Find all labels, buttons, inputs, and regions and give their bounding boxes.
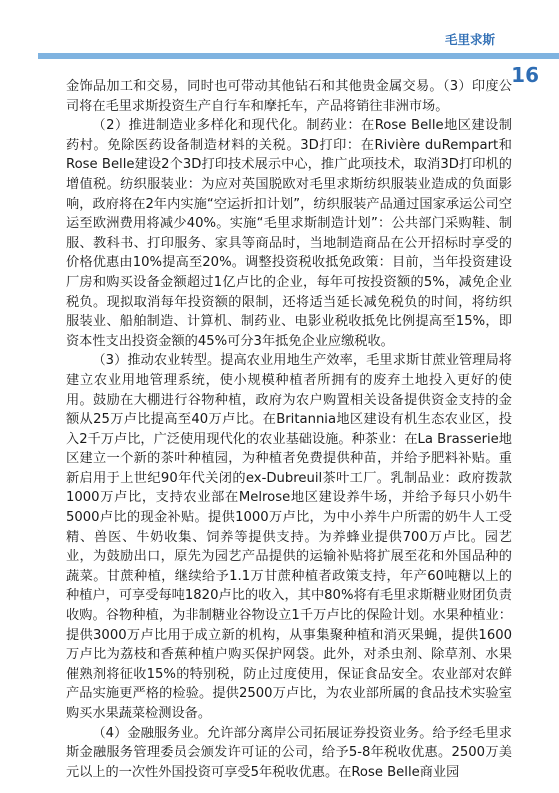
running-header-title: 毛里求斯 xyxy=(444,32,495,47)
paragraph-agriculture: （3）推动农业转型。提高农业用地生产效率，毛里求斯甘蔗业管理局将建立农业用地管理系统，使小规模种植者所拥有的废弃土地投入更好的使用。鼓励在大棚进行谷物种植，政府为农户购置相关设备提供资金支持的金额从25万卢比提高至40万卢比。在Britannia地区建设有机生态农业区，投入2千万卢比，广泛使用现代化的农业基础设施。种茶业：在La Brasserie地区建立一个新的茶叶种植园，为种植者免费提供种苗，并给予肥料补贴。重新启用于上世纪90年代关闭的ex-Dubreuil茶叶工厂。乳制品业：政府拨款1000万卢比，支持农业部在Melrose地区建设养牛场，并给予每只小奶牛5000卢比的现金补贴。提供1000万卢比，为中小养牛户所需的奶牛人工受精、兽医、牛奶收集、饲养等提供支持。为养蜂业提供700万卢比。园艺业，为鼓励出口，原先为园艺产品提供的运输补贴将扩展至花和外国品种的蔬菜。甘蔗种植，继续给予1.1万甘蔗种植者政策支持，年产60吨糖以上的种植户，可享受每吨1820卢比的收入，其中80%将有毛里求斯糖业财团负责收购。谷物种植，为非制糖业谷物设立1千万卢比的保险计划。水果种植业：提供3000万卢比用于成立新的机构，从事集聚种植和消灭果蝇，提供1600万卢比为荔枝和香蕉种植户购买保护网袋。此外，对杀虫剂、除草剂、水果催熟剂将征收15%的特别税，防止过度使用，保证食品安全。农业部对农鲜产品实施更严格的检验。提供2500万卢比，为农业部所属的食品技术实验室购买水果蔬菜检测设备。 xyxy=(66,353,512,721)
header-rule xyxy=(38,53,559,59)
body-text xyxy=(66,77,512,782)
paragraph-continued: 金饰品加工和交易，同时也可带动其他钻石和其他贵金属交易。（3）印度公司将在毛里求斯投资生产自行车和摩托车，产品将销往非洲市场。 xyxy=(66,79,512,114)
paragraph-manufacturing: （2）推进制造业多样化和现代化。制药业：在Rose Belle地区建设制药村。免除医药设备制造材料的关税。3D打印：在Rivière duRempart和Rose Belle建设2个3D打印技术展示中心，推广此项技术，取消3D打印机的增值税。纺织服装业：为应对英国脱欧对毛里求斯纺织服装业造成的负面影响，政府将在2年内实施“空运折扣计划”，纺织服装产品通过国家承运公司空运至欧洲费用将减少40%。实施“毛里求斯制造计划”：公共部门采购鞋、制服、教科书、打印服务、家具等商品时，当地制造商品在公开招标时享受的价格优惠由10%提高至20%。调整投资税收抵免政策：目前，当年投资建设厂房和购买设备金额超过1亿卢比的企业，每年可按投资额的5%，减免企业税负。现拟取消每年投资额的限制，还将适当延长减免税负的时间，将纺织服装业、船舶制造、计算机、制药业、电影业税收抵免比例提高至15%，即资本性支出投资金额的45%可分3年抵免企业应缴税收。 xyxy=(66,118,512,349)
page-number: 16 xyxy=(511,63,539,87)
paragraph-financial-services: （4）金融服务业。允许部分离岸公司拓展证券投资业务。给予经毛里求斯金融服务管理委员会颁发许可证的公司，给予5-8年税收优惠。2500万美元以上的一次性外国投资可享受5年税收优惠。在Rose Belle商业园 xyxy=(66,725,512,780)
